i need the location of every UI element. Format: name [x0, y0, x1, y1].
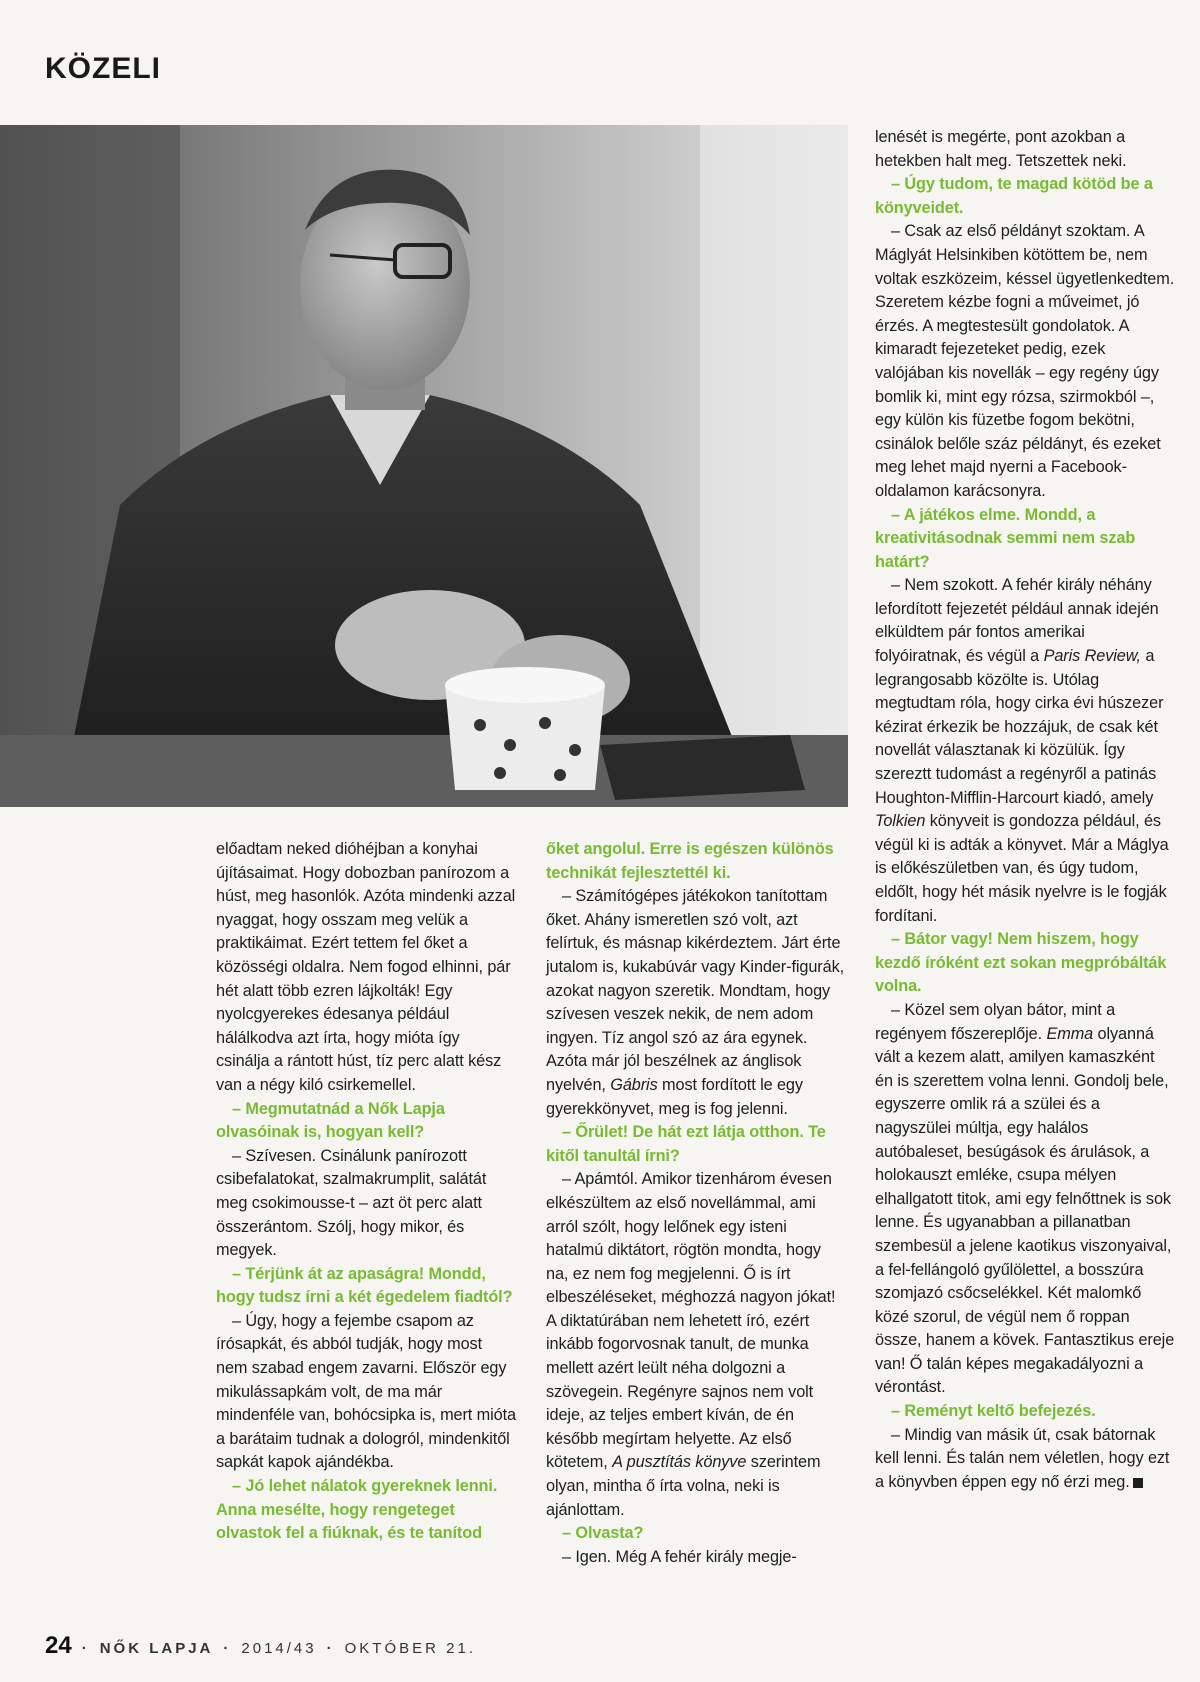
paragraph: [875, 999, 1175, 1400]
article-column-3: [875, 126, 1175, 1494]
question: – Bátor vagy! Nem hiszem, hogy kezdő íróként ezt sokan megpróbálták volna.: [875, 930, 1167, 996]
text-run: – Számítógépes játékokon tanítottam őket. Ahány ismeretlen szó volt, azt felírtuk, és másnap kikérdeztem. Járt érte jutalom is, kukabúvár vagy Kinder-figurák, azokat nagyon szeretik. Mondtam, hogy szívesen veszek nekik, de nem adom ingyen. Tíz angol szó az ára egynek. Azóta már jól beszélnek az ánglisok nyelvén,: [546, 887, 845, 1094]
separator: ·: [223, 1640, 232, 1657]
italic-name: Gábris: [610, 1075, 658, 1094]
separator: ·: [326, 1640, 335, 1657]
question: – Reményt keltő befejezés.: [891, 1402, 1096, 1421]
text-run: most fordított le egy gyerekkönyvet, meg is fog jelenni.: [546, 1075, 803, 1118]
question: – Térjünk át az apaságra! Mondd, hogy tudsz írni a két égedelem fiadtól?: [216, 1264, 513, 1307]
text-run: – Nem szokott. A fehér király néhány lefordított fejezetét például annak idején elküldtem pár fontos amerikai folyóiratnak, és végül a: [875, 576, 1159, 666]
text-run: – Apámtól. Amikor tizenhárom évesen elkészültem az első novellámmal, ami arról szólt, hogy lelőnek egy isteni hatalmú diktátort, rögtön mondta, hogy na, ez nem fog megjelenni. Ő is írt elbeszéléseket, méghozzá nagyon jókat! A diktatúrában nem lehetett író, ezért inkább fogorvosnak tanult, de munka mellett azért leült néha dolgozni a szövegein. Regényre sajnos nem volt ideje, az teljes embert kíván, de én később megírtam helyette. Az első kötetem,: [546, 1170, 836, 1472]
text-run: – Közel sem olyan bátor, mint a regényem főszereplője.: [875, 1000, 1116, 1043]
page-number: 24: [45, 1632, 72, 1659]
paragraph: – Igen. Még A fehér király megje-: [562, 1547, 797, 1566]
portrait-photo-icon: [0, 125, 848, 807]
paragraph: [546, 885, 846, 1121]
text-run: a legrangosabb közölte is. Utólag megtudtam róla, hogy cirka évi húszezer kézirat érkezik be hozzájuk, de csak két novellát választanak ki közülük. Így szereztt tudomást a regényről a patinás Houghton-Mifflin-Harcourt kiadó, amely: [875, 647, 1164, 807]
paragraph: [875, 1424, 1175, 1495]
paragraph: lenését is megérte, pont azokban a hetekben halt meg. Tetszettek neki.: [875, 128, 1127, 170]
article-column-2: [546, 838, 846, 1569]
paragraph: [546, 1168, 846, 1522]
issue-date: OKTÓBER 21.: [344, 1640, 476, 1657]
question: – Úgy tudom, te magad kötöd be a könyveidet.: [875, 175, 1153, 217]
paragraph: – Csak az első példányt szoktam. A Máglyát Helsinkiben kötöttem be, nem voltak eszközeim, késsel ügyetlenkedtem. Szeretem kézbe fogni a műveimet, jó érzés. A megtestesült gondolatok. A kimaradt fejezeteket pedig, ezek valójában kis novellák – egy regény úgy bomlik ki, mint egy rózsa, szirmokból –, egy külön kis füzetbe fogom bekötni, csinálok belőle száz példányt, és ezeket meg lehet majd nyerni a Facebook-oldalamon karácsonyra.: [875, 222, 1175, 500]
text-run: könyveit is gondozza például, és végül ki is adták a könyvet. Már a Máglya is előkészületben van, és úgy tudom, eldőlt, hogy hét másik nyelvre is le fogják fordítani.: [875, 812, 1169, 925]
issue-number: 2014/43: [241, 1640, 317, 1657]
paragraph: [875, 574, 1175, 928]
question: – Olvasta?: [562, 1524, 644, 1543]
question: – Őrület! De hát ezt látja otthon. Te kitől tanultál írni?: [546, 1123, 826, 1165]
paragraph: – Szívesen. Csinálunk panírozott csibefalatokat, szalmakrumplit, salátát meg csokimousse-t – azt öt perc alatt összerántom. Szólj, hogy mikor, és megyek.: [216, 1146, 487, 1260]
question: őket angolul. Erre is egészen különös technikát fejlesztettél ki.: [546, 840, 834, 882]
italic-book-title: A pusztítás könyve: [612, 1453, 747, 1472]
italic-name: Emma: [1046, 1024, 1094, 1043]
question: – Megmutatnád a Nők Lapja olvasóinak is, hogyan kell?: [216, 1099, 445, 1142]
italic-name: Tolkien: [875, 812, 926, 831]
separator: ·: [81, 1640, 90, 1657]
question: – A játékos elme. Mondd, a kreativitásodnak semmi nem szab határt?: [875, 505, 1136, 571]
text-run: olyanná vált a kezem alatt, amilyen kamaszként én is szerettem volna lenni. Gondolj bele, egyszerre omlik rá a szülei és a nagyszülei múltja, egy halálos autóbaleset, besúgások és árulások, a holokauszt emléke, csupa mélyen elhallgatott titok, ami egy felnőttnek is sok lenne. És ugyanabban a pillanatban szembesül a jelene kaotikus viszonyaival, a fel-fellángoló gyűlölettel, a bosszúra szomjazó csőcselékkel. Két malomkő közé szorul, de végül nem ő roppan össze, hanem a kövek. Fantasztikus ereje van! Ő talán képes megakadályozni a vérontást.: [875, 1024, 1175, 1397]
paragraph: – Úgy, hogy a fejembe csapom az írósapkát, és abból tudják, hogy most nem szabad engem zavarni. Először egy mikulássapkám volt, de ma már mindenféle van, bohócsipka is, mert mióta a barátaim tudnak a dologról, mindenkitől sapkát kapok ajándékba.: [216, 1311, 516, 1472]
magazine-name: NŐK LAPJA: [99, 1640, 214, 1657]
portrait-photo: [0, 125, 848, 807]
article-column-1: [216, 838, 516, 1546]
page-footer: [45, 1632, 476, 1660]
italic-journal: Paris Review,: [1043, 647, 1141, 666]
end-mark-icon: [1133, 1478, 1143, 1488]
section-label: KÖZELI: [45, 52, 161, 85]
question: – Jó lehet nálatok gyereknek lenni. Anna mesélte, hogy rengeteget olvastok fel a fiúknak, és te tanítod: [216, 1477, 498, 1543]
text-run: szerintem olyan, mintha ő írta volna, neki is ajánlottam.: [546, 1453, 821, 1519]
text-run: – Mindig van másik út, csak bátornak kell lenni. És talán nem véletlen, hogy ezt a könyvben éppen egy nő érzi meg.: [875, 1425, 1170, 1491]
paragraph: előadtam neked dióhéjban a konyhai újításaimat. Hogy dobozban panírozom a húst, meg hasonlók. Azóta mindenki azzal nyaggat, hogy osszam meg velük a praktikáimat. Ezért tettem fel őket a közösségi oldalra. Nem fogod elhinni, pár hét alatt több ezren lájkolták! Egy nyolcgyerekes édesanya például hálálkodva azt írta, hogy mióta így csinálja a rántott húst, tíz perc alatt kész van a négy kiló csirkemellel.: [216, 840, 516, 1094]
